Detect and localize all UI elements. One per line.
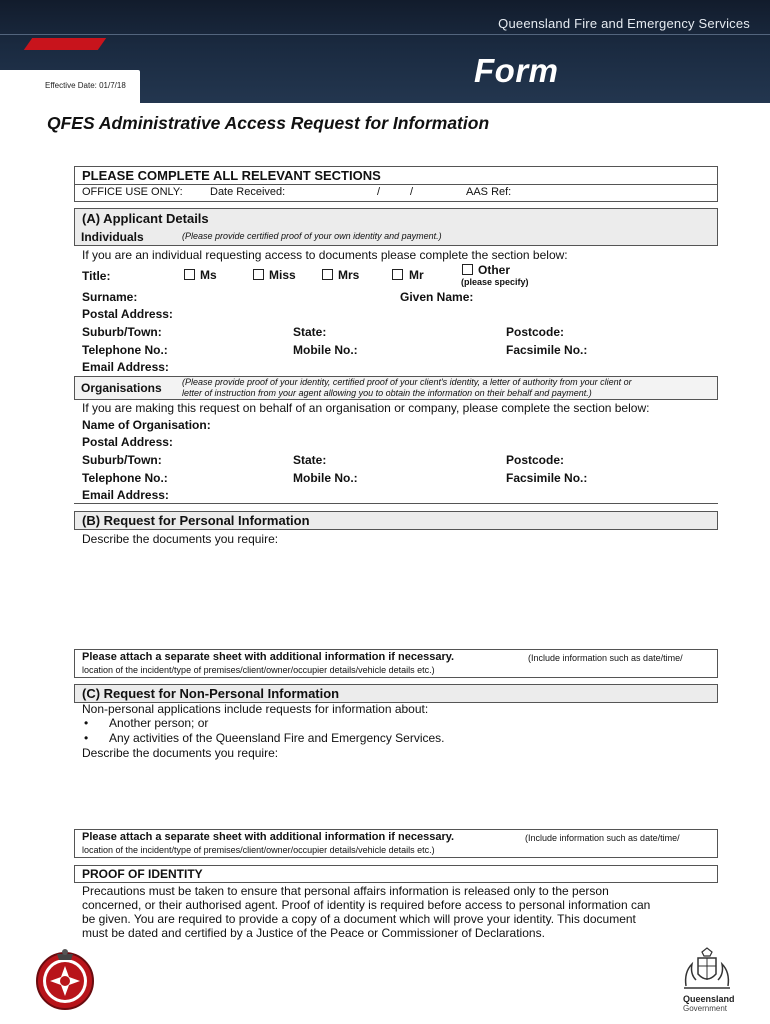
section-c-describe: Describe the documents you require:	[82, 746, 279, 760]
org-postal-label: Postal Address:	[82, 435, 173, 449]
section-c-heading: (C) Request for Non-Personal Information	[82, 686, 340, 701]
section-c-attach-note-2: location of the incident/type of premises/client/owner/occupier details/vehicle details etc.)	[82, 845, 435, 855]
date-slash: /	[377, 186, 381, 198]
section-b-attach-bold: Please attach a separate sheet with additional information if necessary.	[82, 651, 455, 663]
title-label: Title:	[82, 269, 111, 283]
email-label: Email Address:	[82, 360, 169, 374]
title-miss-checkbox[interactable]	[253, 269, 264, 280]
individuals-note: (Please provide certified proof of your own identity and payment.)	[182, 231, 442, 241]
bullet-icon: •	[84, 716, 89, 730]
proof-line-4: must be dated and certified by a Justice of the Peace or Commissioner of Declarations.	[82, 926, 545, 940]
other-specify-note: (please specify)	[461, 277, 529, 287]
organisations-note-1: (Please provide proof of your identity, certified proof of your client's identity, a letter of authority from your client or	[182, 377, 632, 387]
org-name-label: Name of Organisation:	[82, 418, 211, 432]
section-c-attach-bold: Please attach a separate sheet with additional information if necessary.	[82, 831, 455, 843]
office-use-label: OFFICE USE ONLY:	[82, 186, 183, 198]
org-postcode-label: Postcode:	[506, 453, 565, 467]
section-c-bullet-2: Any activities of the Queensland Fire and Emergency Services.	[109, 731, 445, 745]
suburb-label: Suburb/Town:	[82, 325, 162, 339]
telephone-label: Telephone No.:	[82, 343, 168, 357]
title-ms-label: Ms	[200, 268, 217, 282]
state-label: State:	[293, 325, 327, 339]
title-other-label: Other	[478, 263, 511, 277]
postal-address-label: Postal Address:	[82, 307, 173, 321]
surname-label: Surname:	[82, 290, 138, 304]
complete-all-heading: PLEASE COMPLETE ALL RELEVANT SECTIONS	[82, 168, 381, 183]
given-name-label: Given Name:	[400, 290, 474, 304]
date-slash: /	[410, 186, 414, 198]
facsimile-label: Facsimile No.:	[506, 343, 588, 357]
proof-heading: PROOF OF IDENTITY	[82, 867, 203, 881]
title-miss-label: Miss	[269, 268, 296, 282]
section-c-attach-note-1: (Include information such as date/time/	[525, 833, 680, 843]
org-email-label: Email Address:	[82, 488, 169, 502]
proof-line-1: Precautions must be taken to ensure that personal affairs information is released only to the person	[82, 884, 609, 898]
individuals-intro: If you are an individual requesting access to documents please complete the section below:	[82, 248, 568, 262]
org-facsimile-label: Facsimile No.:	[506, 471, 588, 485]
section-a-heading: (A) Applicant Details	[82, 211, 209, 226]
header-divider	[0, 34, 770, 35]
individuals-label: Individuals	[81, 230, 144, 244]
page-title: QFES Administrative Access Request for Information	[47, 113, 490, 133]
section-c-intro: Non-personal applications include requests for information about:	[82, 702, 429, 716]
title-mrs-checkbox[interactable]	[322, 269, 333, 280]
section-b-describe: Describe the documents you require:	[82, 532, 279, 546]
mobile-label: Mobile No.:	[293, 343, 358, 357]
form-word: Form	[474, 52, 559, 89]
section-c-bullet-1: Another person; or	[109, 716, 209, 730]
title-mr-label: Mr	[409, 268, 424, 282]
organisations-intro: If you are making this request on behalf of an organisation or company, please complete the section below:	[82, 401, 650, 415]
title-other-checkbox[interactable]	[462, 264, 473, 275]
proof-line-2: concerned, or their authorised agent. Proof of identity is required before access to personal information can	[82, 898, 651, 912]
bullet-icon: •	[84, 731, 89, 745]
gov-name: Queensland	[683, 994, 735, 1004]
queensland-coat-of-arms-icon	[678, 946, 736, 992]
date-received-label: Date Received:	[210, 186, 286, 198]
aas-ref-label: AAS Ref:	[466, 186, 512, 198]
organisations-note-2: letter of instruction from your agent allowing you to obtain the information on their behalf and payment.)	[182, 388, 592, 398]
proof-line-3: be given. You are required to provide a copy of a document which will prove your identity. This document	[82, 912, 636, 926]
title-mr-checkbox[interactable]	[392, 269, 403, 280]
title-mrs-label: Mrs	[338, 268, 360, 282]
org-state-label: State:	[293, 453, 327, 467]
title-ms-checkbox[interactable]	[184, 269, 195, 280]
organisations-label: Organisations	[81, 381, 162, 395]
effective-date: Effective Date: 01/7/18	[45, 81, 126, 90]
postcode-label: Postcode:	[506, 325, 565, 339]
section-b-heading: (B) Request for Personal Information	[82, 513, 310, 528]
section-b-attach-note-1: (Include information such as date/time/	[528, 653, 683, 663]
section-b-attach-note-2: location of the incident/type of premises/client/owner/occupier details/vehicle details etc.)	[82, 665, 435, 675]
qfes-emblem-icon	[32, 946, 98, 1012]
org-suburb-label: Suburb/Town:	[82, 453, 162, 467]
org-telephone-label: Telephone No.:	[82, 471, 168, 485]
org-mobile-label: Mobile No.:	[293, 471, 358, 485]
gov-sub: Government	[683, 1004, 728, 1013]
agency-name: Queensland Fire and Emergency Services	[498, 16, 750, 31]
